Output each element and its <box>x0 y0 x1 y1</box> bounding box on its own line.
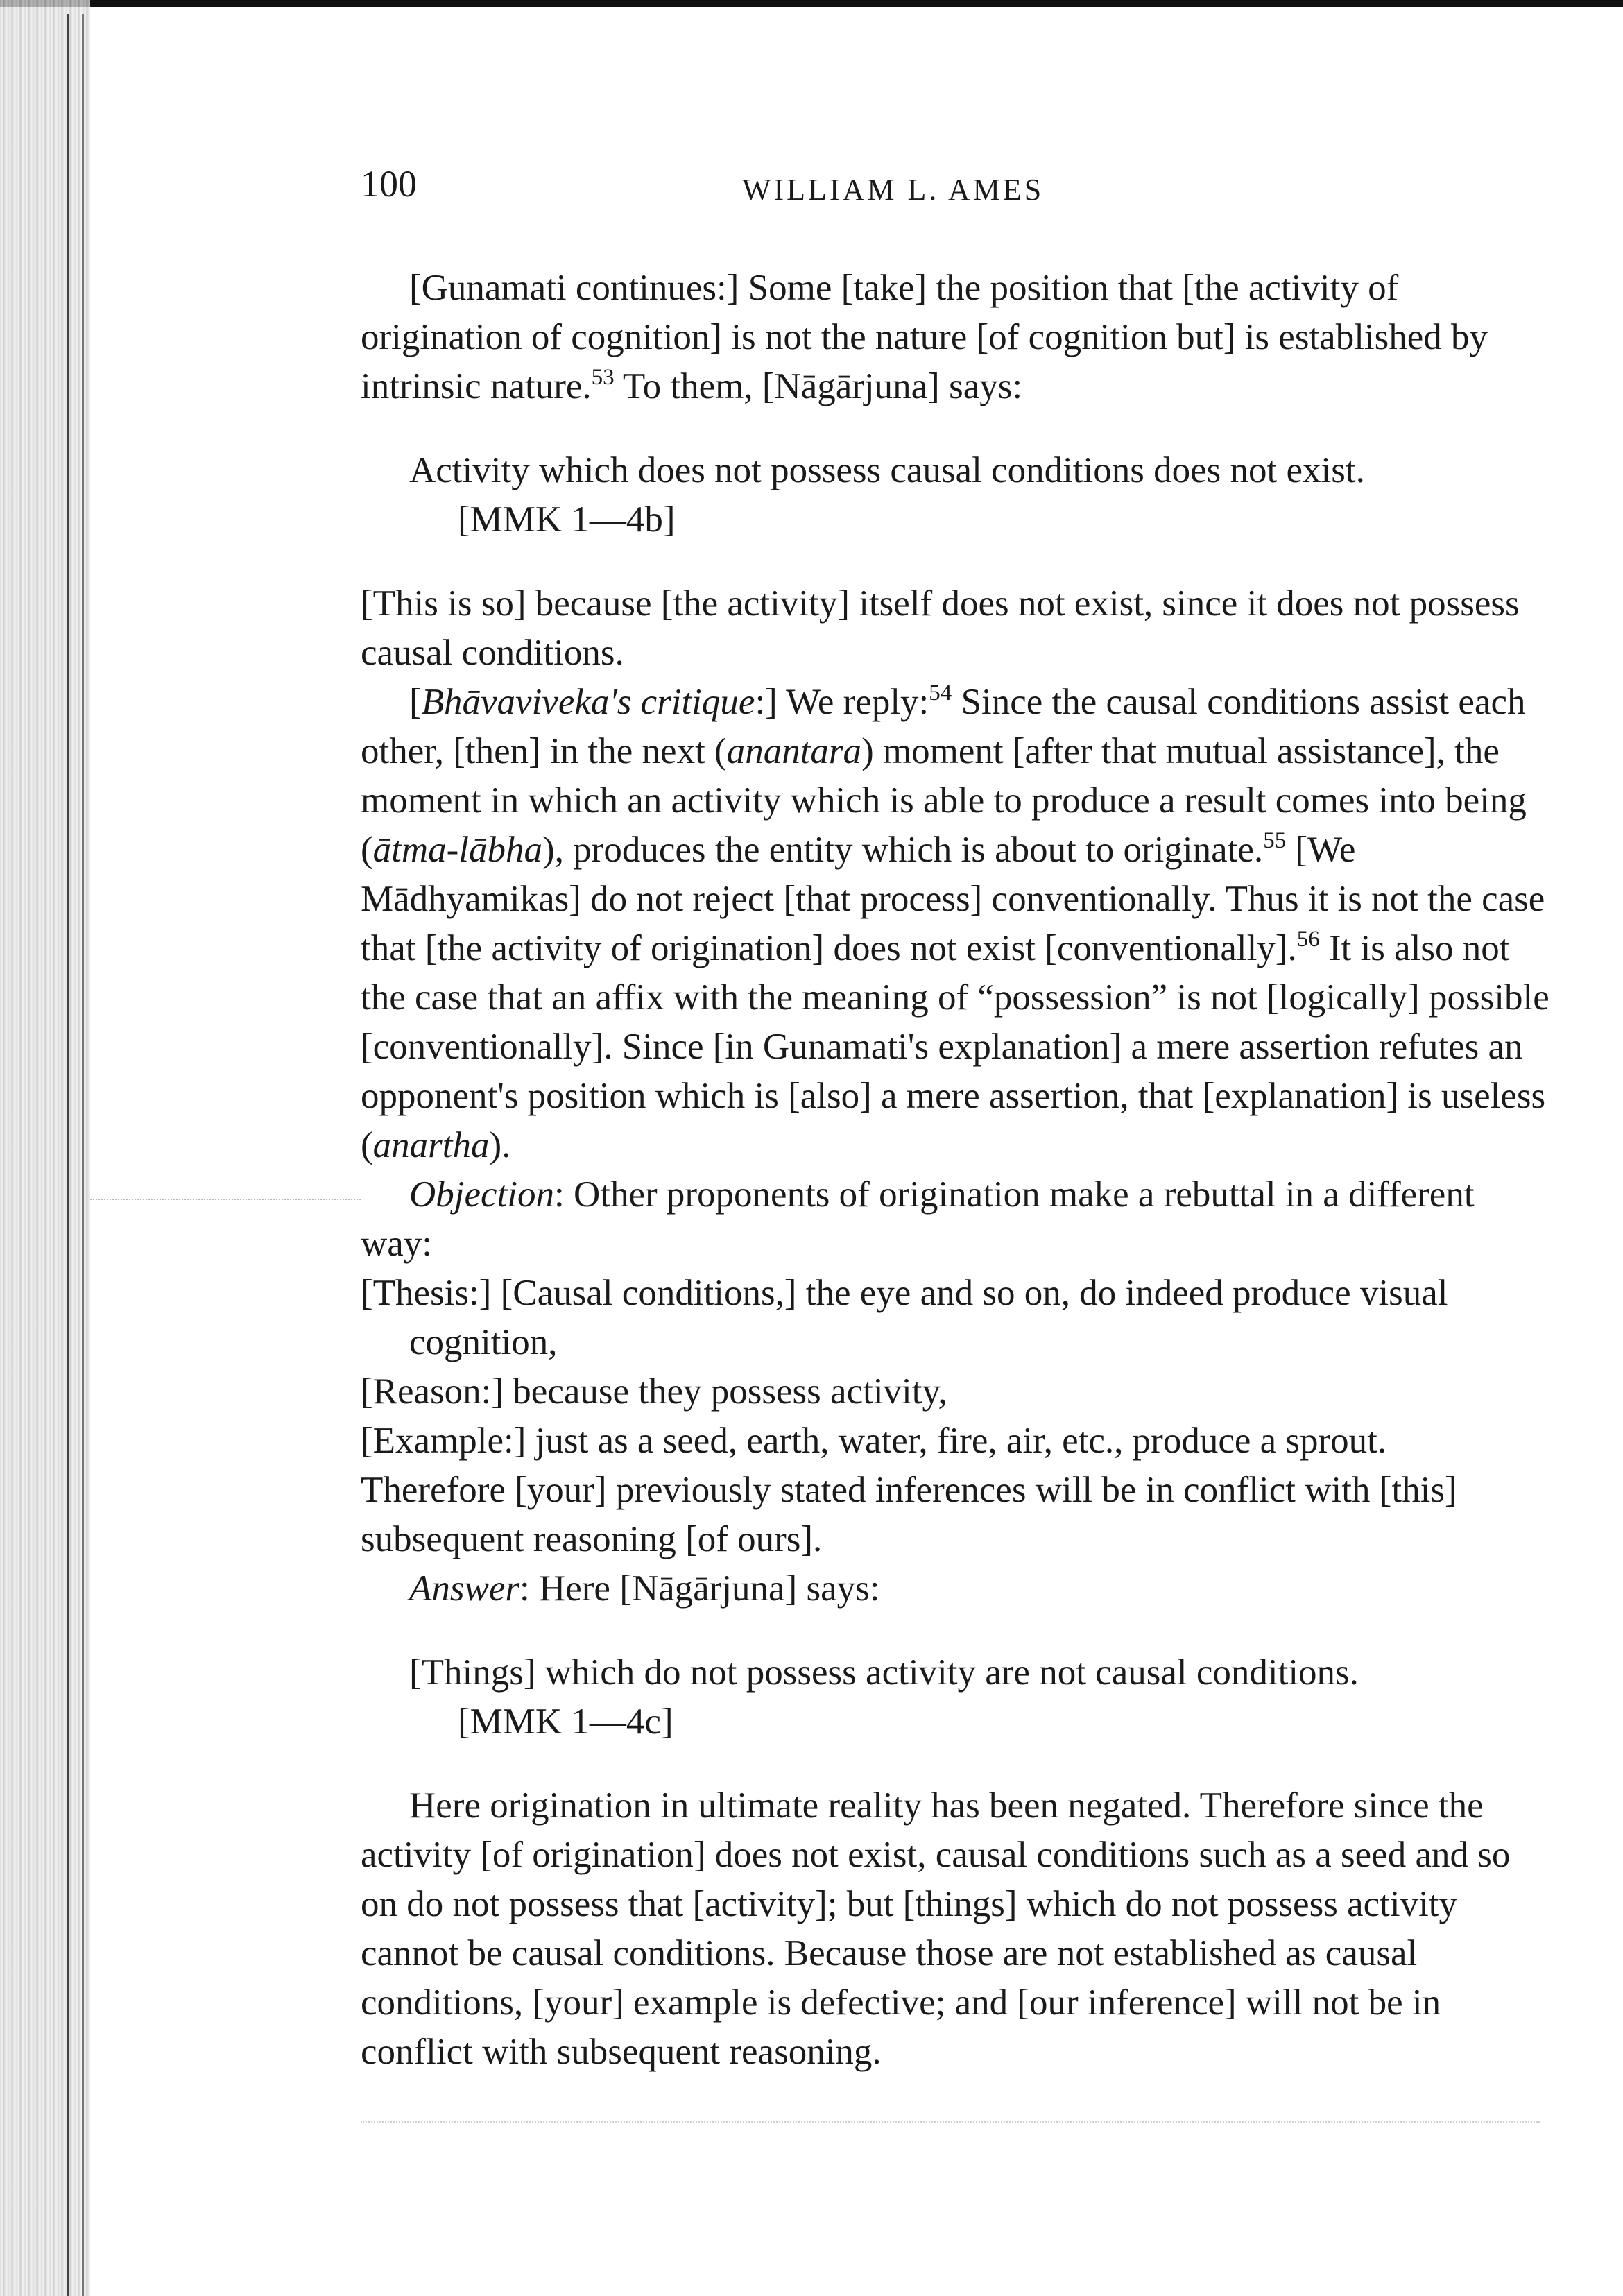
syllogism-thesis: [Thesis:] [Causal conditions,] the eye and so on, do indeed produce visual cognition, <box>361 1273 1448 1362</box>
top-edge-rule <box>0 0 1623 7</box>
syllogism-example: [Example:] just as a seed, earth, water, fire, air, etc., produce a sprout. <box>361 1421 1387 1461</box>
scan-artifact-line <box>90 1199 361 1201</box>
binding-edge-line-inner <box>82 14 84 2296</box>
paragraph-bhavaviveka: [Bhāvaviveka's critique:] We reply:$^{54}$ Since the causal conditions assist each other, [then] in the next (anantara) moment [after that mutual assistance], the moment in which an activity which is able to produce a result comes into being (ātma-lābha), produces the entity which is about to originate.$^{55}$ [We Mādhyamikas] do not reject [that process] conventionally. Thus it is not the case that [the activity of origination] does not exist [conventionally].$^{56}$ It is also not the case that an affix with the meaning of “possession” is not [logically] possible [conventionally]. Since [in Gunamati's explanation] a mere assertion refutes an opponent's position which is [also] a mere assertion, that [explanation] is useless (anartha). <box>361 680 1549 1165</box>
book-page <box>361 160 1554 2077</box>
scan-artifact-line-bottom <box>361 2121 1540 2124</box>
verse-quote-1 <box>409 446 1554 545</box>
speaker-label: [Gunamati continues:] <box>409 268 739 308</box>
verse-text: [Things] which do not possess activity are not causal conditions. <box>409 1652 1359 1693</box>
paragraph-answer: Answer: Here [Nāgārjuna] says: <box>409 1568 880 1609</box>
syllogism-reason: [Reason:] because they possess activity, <box>361 1371 947 1412</box>
verse-reference: [MMK 1—4c] <box>458 1702 673 1742</box>
footnote-ref: 55 <box>1263 828 1287 853</box>
footnote-ref: 54 <box>929 680 952 705</box>
answer-label: Answer <box>409 1568 519 1609</box>
objection-label: Objection <box>409 1174 554 1215</box>
footnote-ref: 53 <box>591 365 615 390</box>
page-header <box>361 160 1554 222</box>
verse-text: Activity which does not possess causal conditions does not exist. <box>409 450 1365 490</box>
paragraph-conclusion: Here origination in ultimate reality has been negated. Therefore since the activity [of origination] does not exist, causal conditions such as a seed and so on do not possess that [activity]; but [things] which do not possess activity cannot be causal conditions. Because those are not established as causal conditions, [your] example is defective; and [our inference] will not be in conflict with subsequent reasoning. <box>361 1785 1511 2072</box>
verse-quote-2 <box>409 1648 1554 1747</box>
paragraph-gunamati: [Gunamati continues:] Some [take] the position that [the activity of origination of cognition] is not the nature [of cognition but] is established by intrinsic nature.$^{53}$ To them, [Nāgārjuna] says: <box>361 268 1488 406</box>
footnote-ref: 56 <box>1296 927 1320 952</box>
book-binding-shadow <box>0 0 90 2296</box>
paragraph-objection: Objection: Other proponents of origination make a rebuttal in a different way: <box>361 1174 1475 1264</box>
binding-edge-line <box>67 14 69 2296</box>
running-head: WILLIAM L. AMES <box>742 173 1045 207</box>
page-number: 100 <box>361 163 417 205</box>
verse-reference: [MMK 1—4b] <box>458 499 676 540</box>
critique-label: Bhāvaviveka's critique <box>421 682 755 722</box>
paragraph-therefore: Therefore [your] previously stated inferences will be in conflict with [this] subsequent reasoning [of ours]. <box>361 1470 1457 1559</box>
paragraph-this-is-so: [This is so] because [the activity] itself does not exist, since it does not possess causal conditions. <box>361 583 1520 673</box>
